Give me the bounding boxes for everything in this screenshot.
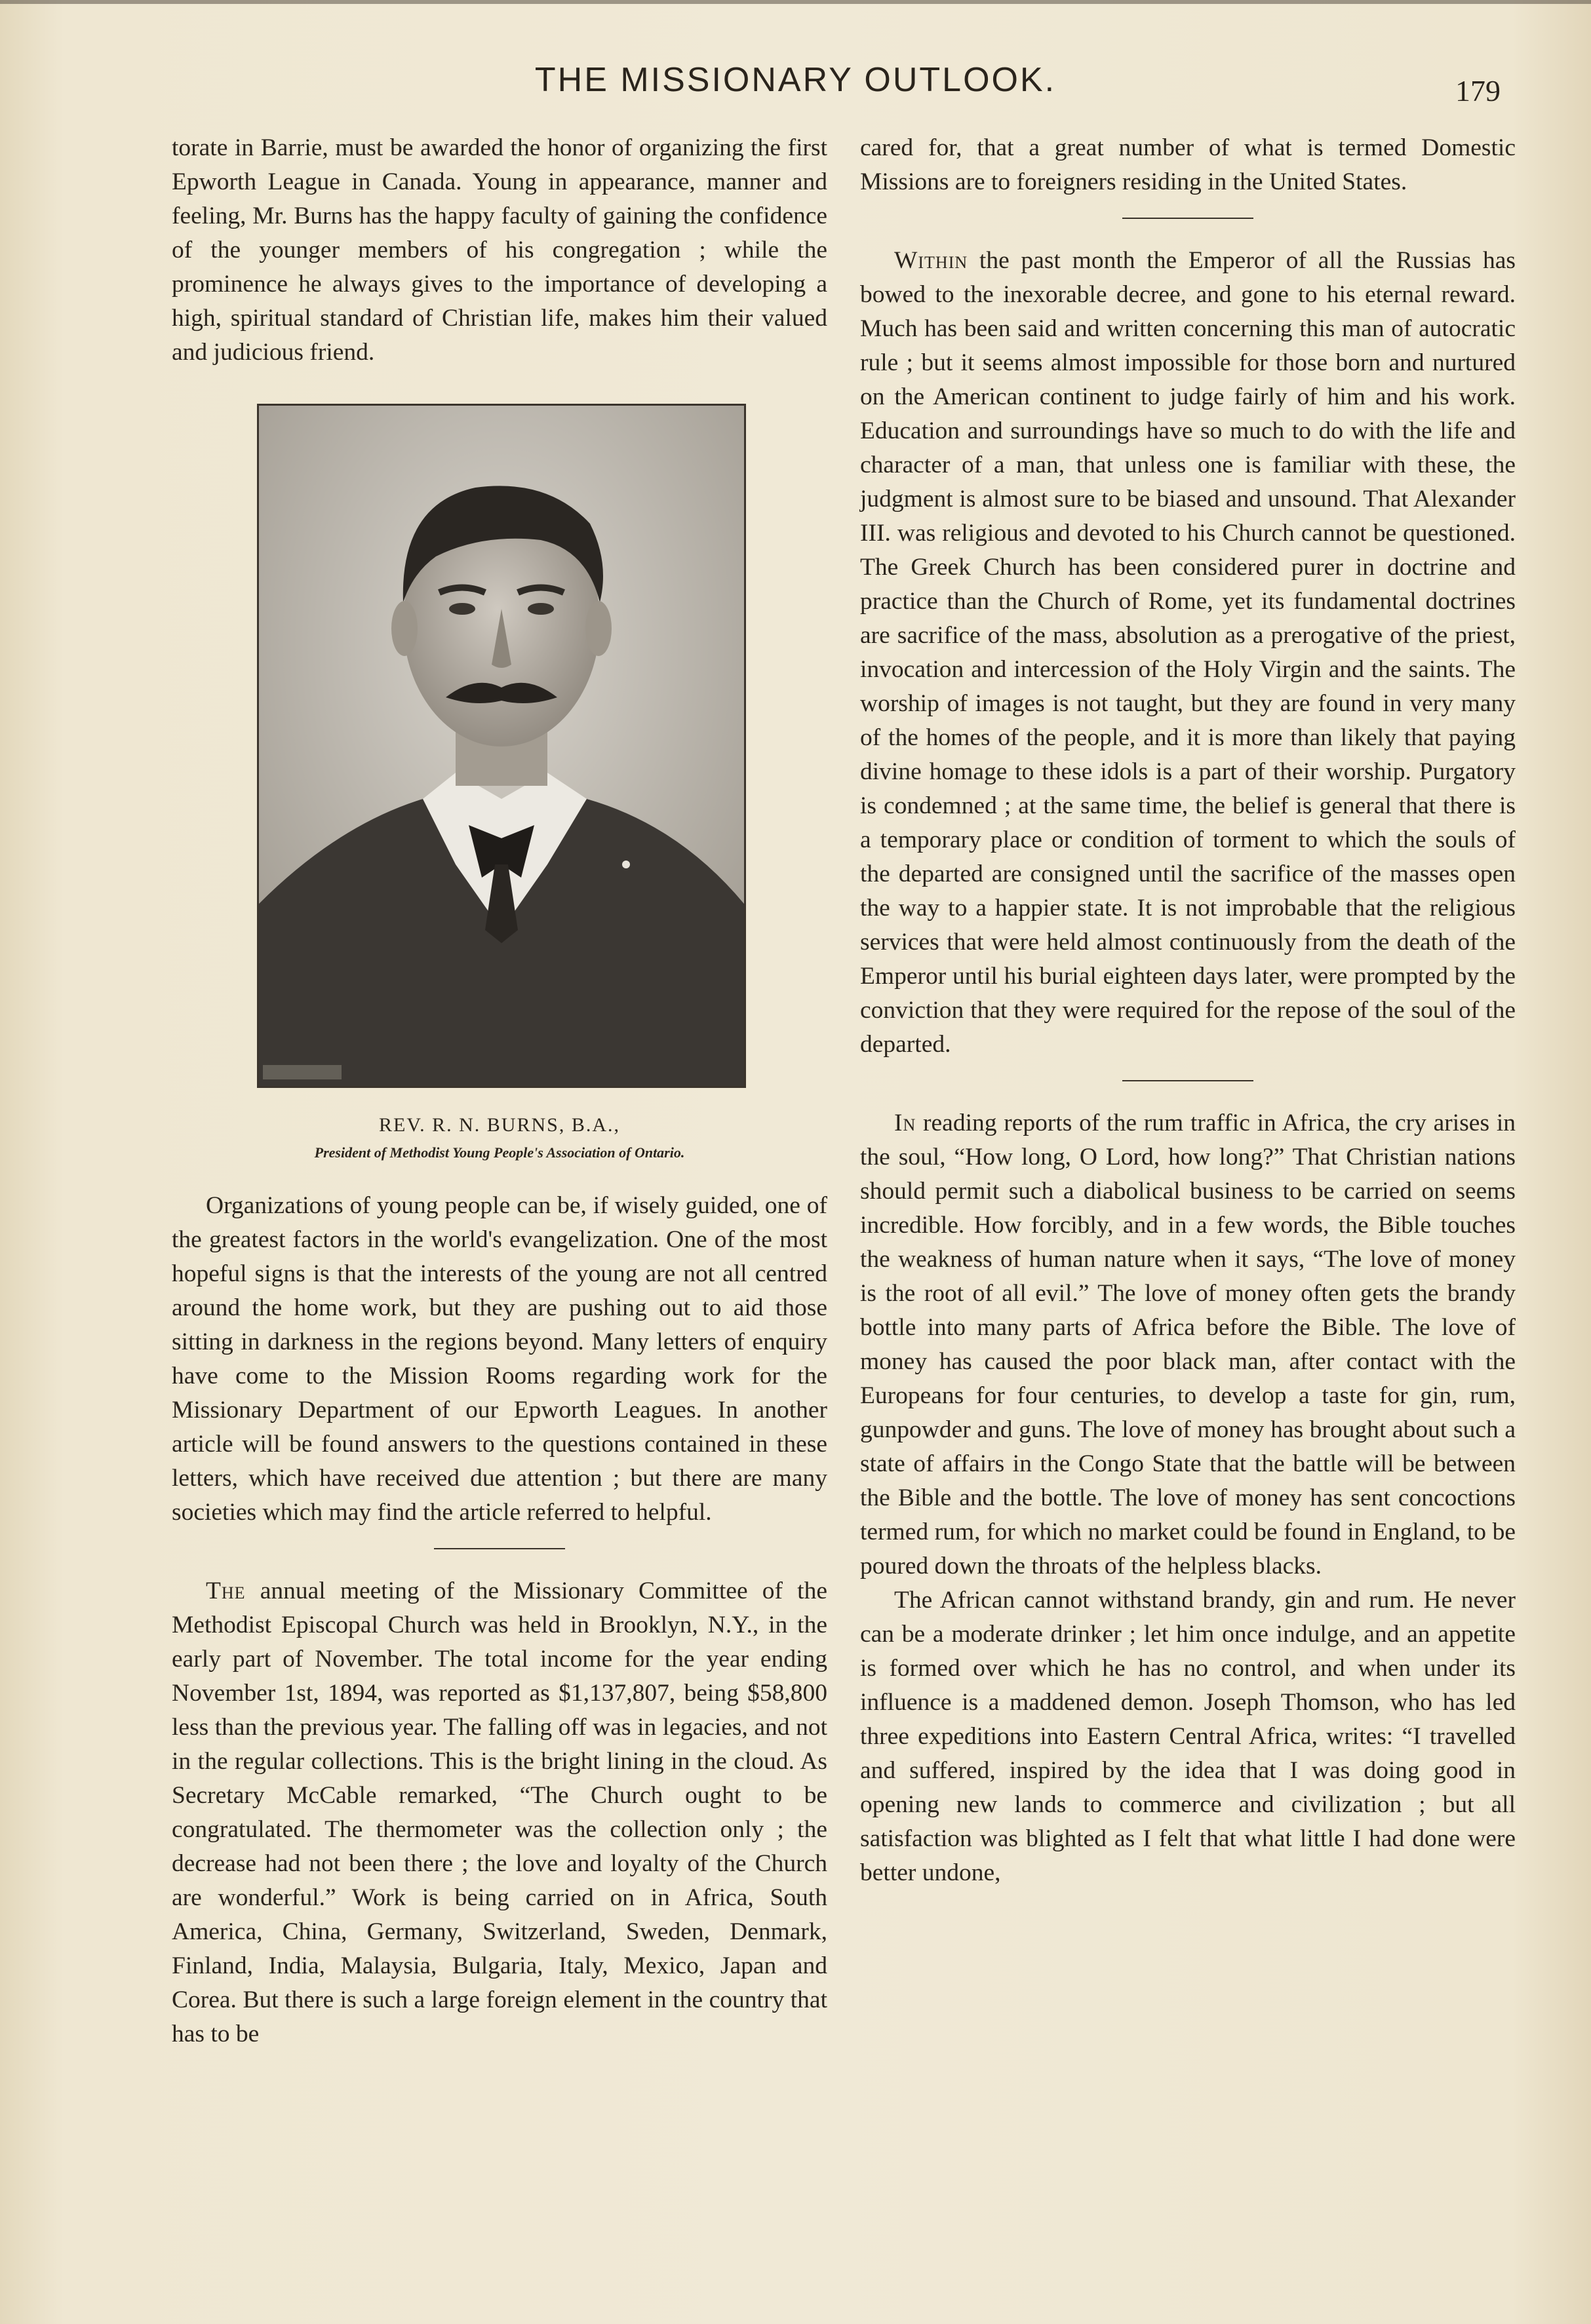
emperor-paragraph — [860, 244, 1516, 1062]
african-paragraph: The African cannot withstand brandy, gin and rum. He never can be a moderate drinker ; let him once indulge, and an appetite is formed over which he has no control, and when under its influence is a maddened demon. Joseph Thomson, who has led three expeditions into Eastern Central Africa, writes: “I travelled and suffered, inspired by the idea that I was doing good in opening new lands to commerce and civilization ; but all satisfaction was blighted as I felt that what little I had done were better undone, — [860, 1587, 1516, 1886]
section-divider — [434, 1548, 565, 1549]
right-column — [860, 131, 1516, 1890]
portrait-figure — [172, 404, 827, 1161]
portrait-caption-title: President of Methodist Young People's Association of Ontario. — [314, 1144, 685, 1161]
intro-paragraph: torate in Barrie, must be awarded the honor of organizing the first Epworth League in Canada. Young in appearance, manner and feeling, Mr. Burns has the happy faculty of gaining the confidence of the younger members of his congregation ; while the prominence he always gives to the importance of developing a high, spiritual standard of Christian life, makes him their valued and judicious friend. — [172, 134, 827, 366]
rum-traffic-paragraph — [860, 1106, 1516, 1583]
page-number: 179 — [1455, 74, 1501, 107]
top-edge-rule — [0, 0, 1591, 4]
emperor-body: the past month the Emperor of all the Russias has bowed to the inexorable decree, and gone to his eternal reward. Much has been said and written concerning this man of autocratic rule ; but it seems almost impossible for those born and nurtured on the American continent to judge fairly of him and his work. Education and surroundings have so much to do with the life and character of a man, that unless one is familiar with these, the judgment is almost sure to be biased and unsound. That Alexander III. was religious and devoted to his Church cannot be questioned. The Greek Church has been considered purer in doctrine and practice than the Church of Rome, yet its fundamental doctrines are sacrifice of the mass, absolution as a prerogative of the priest, invocation and intercession of the Holy Virgin and the saints. The worship of images is not taught, but they are found in very many of the homes of the people, and it is more than likely that paying divine homage to these idols is a part of their worship. Purgatory is condemned ; at the same time, the belief is general that there is a temporary place or condition of torment to which the souls of the departed are consigned until the sacrifice of the masses open the way to a happier state. It is not improbable that the religious services that were held almost continuously from the death of the Emperor until his burial eighteen days later, were prompted by the conviction that they were required for the repose of the soul of the departed. — [860, 247, 1516, 1058]
continued-paragraph: cared for, that a great number of what is termed Domestic Missions are to foreigners residing in the United States. — [860, 134, 1516, 195]
rum-traffic-body: reading reports of the rum traffic in Africa, the cry arises in the soul, “How long, O Lord, how long?” That Christian nations should permit such a diabolical business to be carried on seems incredible. How forcibly, and in a few words, the Bible touches the weakness of human nature when it says, “The love of money is the root of all evil.” The love of money often gets the brandy bottle into many parts of Africa before the Bible. The love of money has caused the poor black man, after contact with the Europeans for four centuries, to develop a taste for gin, rum, gunpowder and guns. The love of money has brought about such a state of affairs in the Congo State that the battle will be between the Bible and the bottle. The love of money has sent concoctions termed rum, for which no market could be found in England, to be poured down the throats of the helpless blacks. — [860, 1110, 1516, 1579]
annual-meeting-lead: The — [206, 1578, 246, 1604]
portrait-photo — [257, 404, 746, 1088]
running-head: THE MISSIONARY OUTLOOK. — [534, 61, 1057, 99]
emperor-lead: Within — [894, 247, 968, 274]
section-divider — [1122, 1080, 1253, 1081]
rum-traffic-lead: In — [894, 1110, 916, 1136]
annual-meeting-paragraph — [172, 1574, 827, 2051]
organizations-paragraph: Organizations of young people can be, if wisely guided, one of the greatest factors in the world's evangelization. One of the most hopeful signs is that the interests of the young are not all centred around the home work, but they are pushing out to aid those sitting in darkness in the regions beyond. Many letters of enquiry have come to the Mission Rooms regarding work for the Missionary Department of our Epworth Leagues. In another article will be found answers to the questions contained in these letters, which have received due attention ; but there are many societies which may find the article referred to helpful. — [172, 1192, 827, 1526]
annual-meeting-body: annual meeting of the Missionary Committee of the Methodist Episcopal Church was held in Brooklyn, N.Y., in the early part of November. The total income for the year ending November 1st, 1894, was reported as $1,137,807, being $58,800 less than the previous year. The falling off was in legacies, and not in the regular collections. This is the bright lining in the cloud. As Secretary McCable remarked, “The Church ought to be congratulated. The thermometer was the collection only ; the decrease had not been there ; the love and loyalty of the Church are wonderful.” Work is being carried on in Africa, South America, China, Germany, Switzerland, Sweden, Denmark, Finland, India, Malaysia, Bulgaria, Italy, Mexico, Japan and Corea. But there is such a large foreign element in the country that has to be — [172, 1578, 827, 2047]
section-divider — [1122, 218, 1253, 219]
portrait-caption-name: REV. R. N. BURNS, B.A., — [378, 1114, 621, 1136]
left-column — [172, 131, 827, 2051]
portrait-illustration — [259, 406, 744, 1086]
